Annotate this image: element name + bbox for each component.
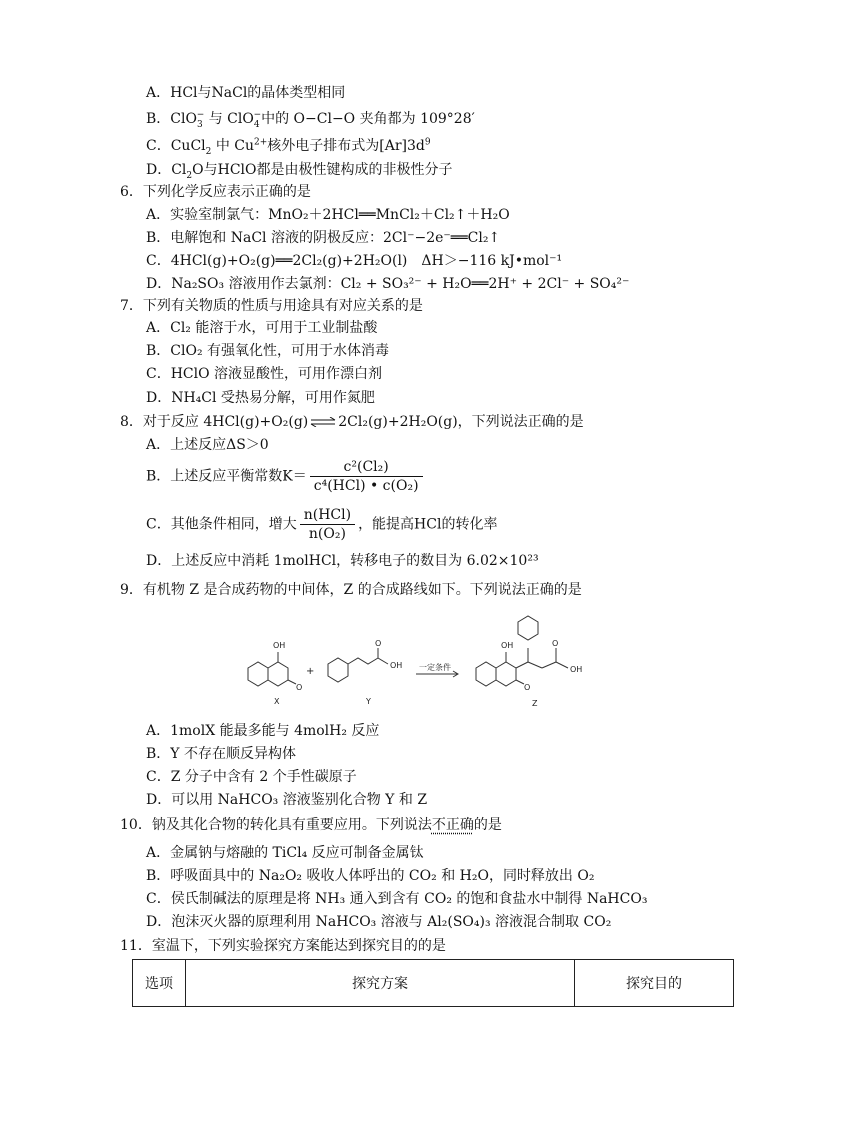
q6-option-c: C．4HCl(g)+O₂(g)══2Cl₂(g)+2H₂O(l) ΔH＞−116 kJ•mol⁻¹: [146, 253, 563, 269]
q5-option-b: B．ClO$_3$− 与 ClO$_4$−中的 O−Cl−O 夹角都为 109°28′: [146, 110, 475, 130]
plus-sign: +: [306, 666, 315, 677]
q10-option-b: B．呼吸面具中的 Na₂O₂ 吸收人体呼出的 CO₂ 和 H₂O，同时释放出 O₂: [146, 868, 595, 884]
z-acid-oh-label: OH: [570, 665, 583, 674]
q5-option-c: C．CuCl$_2$ 中 $Cu^{2+}$核外电子排布式为$[Ar]3d^9$: [146, 137, 431, 157]
table-header-row: [133, 960, 734, 1007]
equilibrium-constant-fraction: $\frac{\text{c²(Cl₂)}}{\text{c⁴(HCl) • c(O₂)}}$: [310, 458, 423, 495]
q11-stem: 11．室温下，下列实验探究方案能达到探究目的的是: [120, 938, 446, 954]
header-purpose: 探究目的: [575, 960, 734, 1007]
q10-option-a: A．金属钠与熔融的 TiCl₄ 反应可制备金属钛: [146, 845, 424, 861]
q10-option-c: C．侯氏制碱法的原理是将 NH₃ 通入到含有 CO₂ 的饱和食盐水中制得 NaHCO₃: [146, 891, 648, 907]
q9-option-d: D．可以用 NaHCO₃ 溶液鉴别化合物 Y 和 Z: [146, 792, 428, 808]
q6-option-a: A．实验室制氯气：MnO₂＋2HCl══MnCl₂＋Cl₂↑＋H₂O: [146, 207, 510, 223]
compound-x-label: X: [274, 697, 280, 706]
compound-y-label: Y: [366, 697, 371, 706]
q8-option-d: D．上述反应中消耗 1molHCl，转移电子的数目为 6.02×10²³: [146, 553, 539, 569]
q7-option-d: D．NH₄Cl 受热易分解，可用作氮肥: [146, 390, 375, 406]
q8-option-a: A．上述反应ΔS＞0: [146, 437, 269, 453]
experiment-table: [132, 959, 734, 1007]
q8-stem: 8．对于反应 4HCl(g)+O₂(g) 2Cl₂(g)+2H₂O(g)，下列说法正确的是: [120, 414, 584, 430]
z-o-label: O: [524, 683, 531, 692]
synthesis-route-diagram: [238, 608, 618, 712]
q9-stem: 9．有机物 Z 是合成药物的中间体，Z 的合成路线如下。下列说法正确的是: [120, 582, 582, 598]
equilibrium-arrow-icon: [310, 417, 336, 427]
q6-stem: 6．下列化学反应表示正确的是: [120, 184, 311, 200]
q7-option-a: A．Cl₂ 能溶于水，可用于工业制盐酸: [146, 320, 378, 336]
q7-stem: 7．下列有关物质的性质与用途具有对应关系的是: [120, 298, 423, 314]
reaction-condition-label: 一定条件: [419, 663, 451, 672]
header-option: 选项: [133, 960, 186, 1007]
x-o-label: O: [296, 683, 303, 692]
x-oh-label: OH: [273, 641, 286, 650]
q7-option-c: C．HClO 溶液显酸性，可用作漂白剂: [146, 366, 383, 382]
q10-option-d: D．泡沫灭火器的原理利用 NaHCO₃ 溶液与 Al₂(SO₄)₃ 溶液混合制取 CO₂: [146, 914, 612, 930]
z-oh-label: OH: [501, 641, 514, 650]
compound-z-label: Z: [532, 699, 538, 708]
q9-option-b: B．Y 不存在顺反异构体: [146, 746, 296, 762]
q8-option-b: B．上述反应平衡常数K＝ $\frac{\text{c²(Cl₂)}}{\text{c⁴(HCl) • c(O₂)}}$: [146, 458, 426, 495]
q9-option-c: C．Z 分子中含有 2 个手性碳原子: [146, 769, 357, 785]
q6-option-b: B．电解饱和 NaCl 溶液的阴极反应：2Cl⁻−2e⁻══Cl₂↑: [146, 230, 501, 246]
q9-option-a: A．1molX 能最多能与 4molH₂ 反应: [146, 723, 380, 739]
z-acid-o-label: O: [552, 639, 559, 648]
q10-stem: 10．钠及其化合物的转化具有重要应用。下列说法不正确的是: [120, 817, 502, 833]
ratio-fraction: $\frac{\text{n(HCl)}}{\text{n(O₂)}}$: [300, 506, 355, 543]
q5-option-a: A．HCl与NaCl的晶体类型相同: [146, 85, 346, 101]
y-o-label: O: [375, 639, 382, 648]
q5-option-d: D．$Cl_2O$与HClO都是由极性键构成的非极性分子: [146, 162, 453, 181]
emphasis-not-correct: 不正确: [431, 817, 474, 833]
y-oh-label: OH: [390, 661, 403, 670]
q7-option-b: B．ClO₂ 有强氧化性，可用于水体消毒: [146, 343, 390, 359]
header-plan: 探究方案: [186, 960, 575, 1007]
q8-option-c: C．其他条件相同，增大 $\frac{\text{n(HCl)}}{\text{n(O₂)}}$ ，能提高HCl的转化率: [146, 507, 498, 542]
q6-option-d: D．Na₂SO₃ 溶液用作去氯剂：Cl₂ + SO₃²⁻ + H₂O══2H⁺ + 2Cl⁻ + SO₄²⁻: [146, 276, 630, 292]
